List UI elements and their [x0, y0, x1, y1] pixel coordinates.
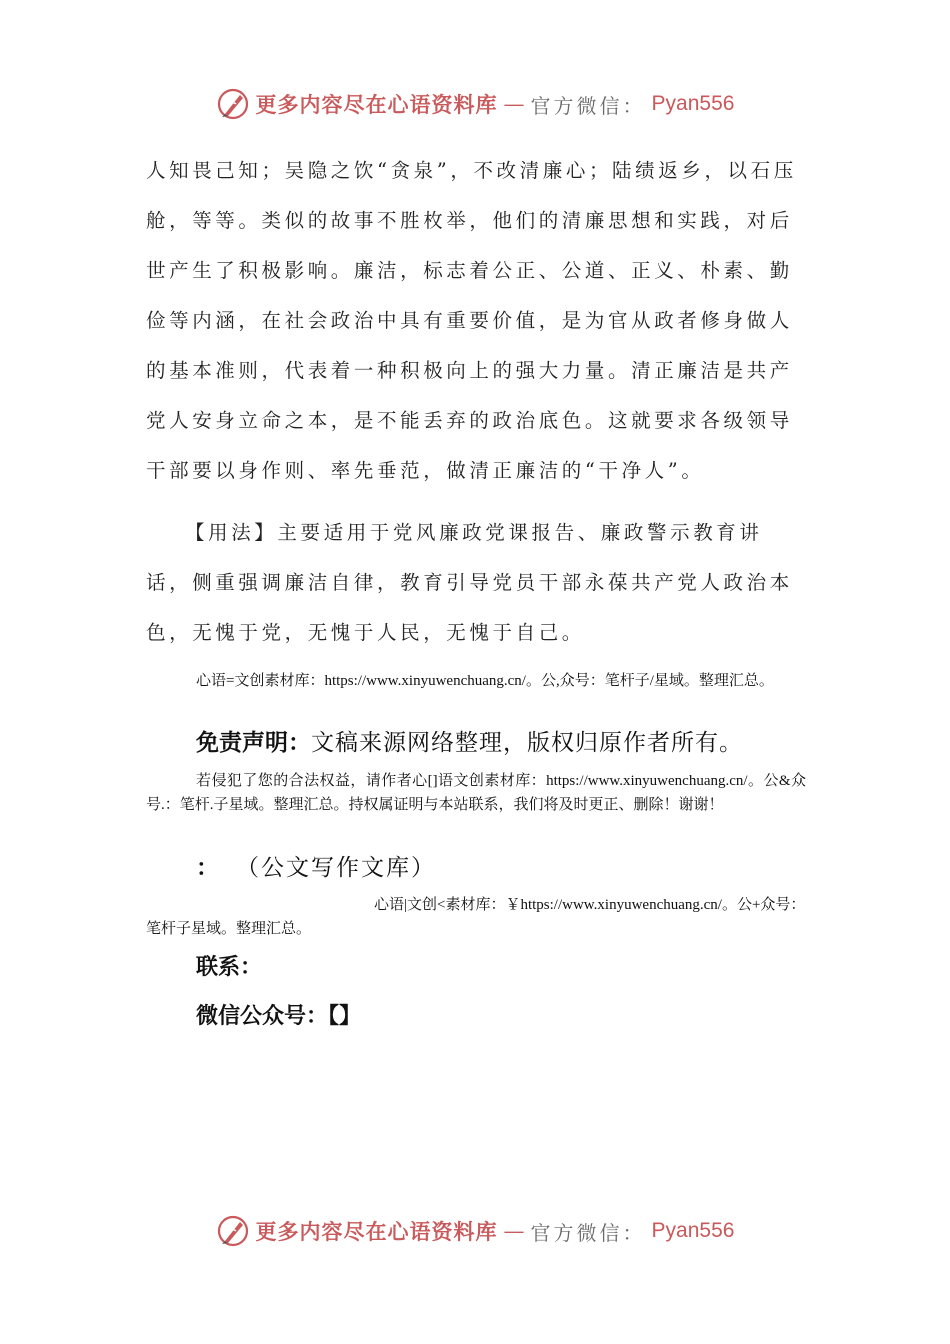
footer-banner-content: [216, 1214, 735, 1248]
pen-logo-icon: [216, 87, 250, 121]
source-note: 心语=文创素材库：https://www.xinyuwenchuang.cn/。公,众号：笔杆子/星域。整理汇总。: [196, 673, 774, 689]
pen-logo-icon: [216, 1214, 250, 1248]
usage-paragraph: 【用法】主要适用于党风廉政党课报告、廉政警示教育讲话，侧重强调廉洁自律，教育引导党员干部永葆共产党人政治本色，无愧于党，无愧于人民，无愧于自己。: [146, 521, 793, 644]
disclaimer-heading: 免责声明：: [196, 730, 311, 756]
footer-banner-separator: —: [503, 1219, 525, 1243]
contact-label: 联系：: [196, 955, 263, 980]
footer-wechat-id: Pyan556: [651, 1219, 735, 1242]
library-title: （公文写作文库）: [236, 855, 436, 881]
disclaimer-detail: 若侵犯了您的合法权益，请作者心[]语文创素材库：https://www.xinyuwenchuang.cn/。公&众号.：笔杆.子星域。整理汇总。持权属证明与本站联系，我们将及时更正、删除！谢谢！: [146, 773, 806, 813]
body-paragraph-1: 人知畏己知；吴隐之饮“贪泉”，不改清廉心；陆绩返乡，以石压舱，等等。类似的故事不胜枚举，他们的清廉思想和实践，对后世产生了积极影响。廉洁，标志着公正、公道、正义、朴素、勤俭等内涵，在社会政治中具有重要价值，是为官从政者修身做人的基本准则，代表着一种积极向上的强大力量。清正廉洁是共产党人安身立命之本，是不能丢弃的政治底色。这就要求各级领导干部要以身作则、率先垂范，做清正廉洁的“干净人”。: [146, 159, 797, 482]
footer-banner: [0, 1211, 950, 1251]
header-banner: [0, 84, 950, 124]
banner-separator: —: [503, 92, 525, 116]
banner-wechat-label: 官方微信：: [530, 93, 646, 118]
footer-banner-title: 更多内容尽在心语资料库: [255, 1219, 498, 1244]
library-note: 心语|文创<素材库：￥https://www.xinyuwenchuang.cn/。公+众号：笔杆子星域。整理汇总。: [146, 897, 806, 937]
library-line: [196, 851, 436, 885]
wechat-account-label: 微信公众号：【】: [196, 1004, 362, 1029]
disclaimer-text: 文稿来源网络整理，版权归原作者所有。: [311, 730, 743, 756]
banner-title: 更多内容尽在心语资料库: [255, 92, 498, 117]
footer-wechat-label: 官方微信：: [530, 1220, 646, 1245]
banner-content: [216, 87, 735, 121]
disclaimer-line: [196, 726, 743, 760]
banner-wechat-id: Pyan556: [651, 92, 735, 115]
library-colon: ：: [196, 855, 219, 881]
